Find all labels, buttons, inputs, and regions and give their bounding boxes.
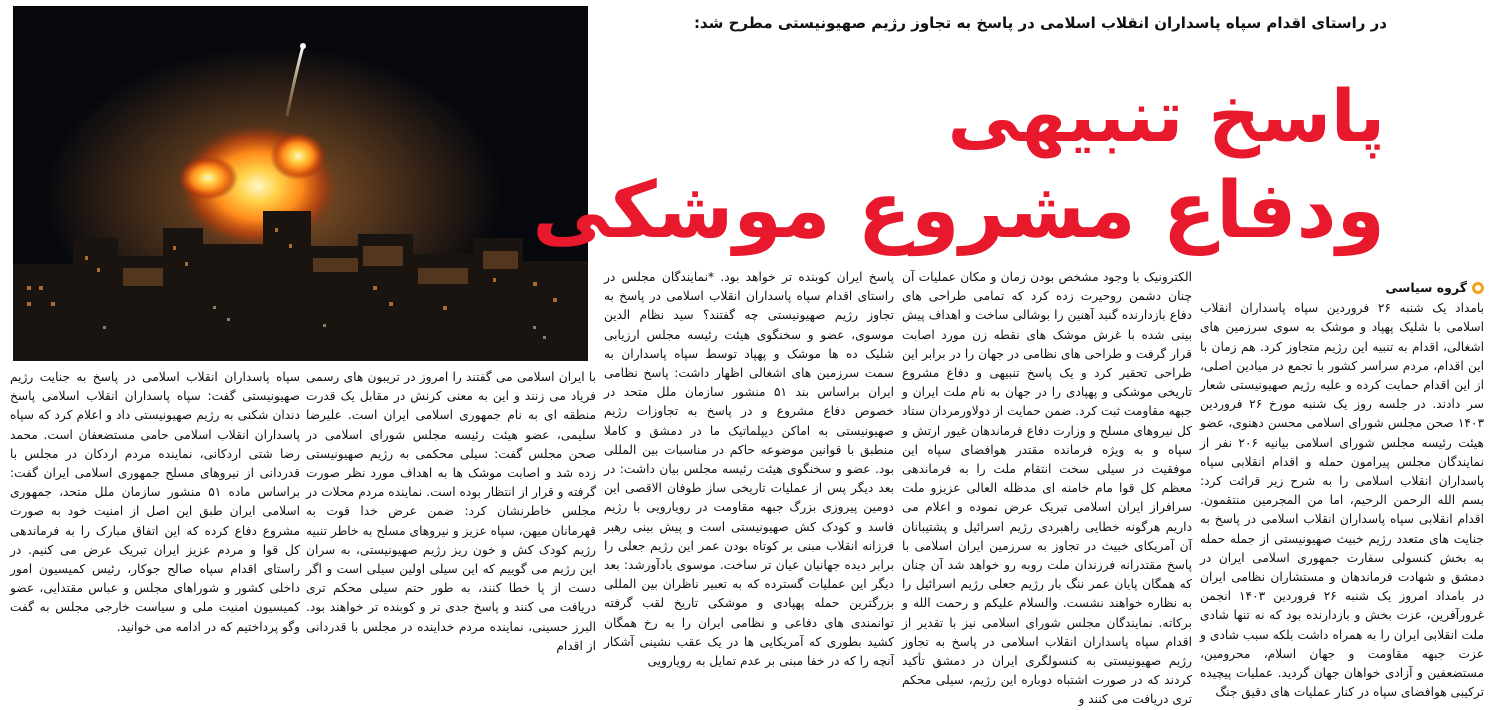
column-4-text: با ایران اسلامی می گفتند را امروز در تریبون های رسمی فریاد می زنند و این به معنی کرنش در مقابل یک قدرت منطقه ای به نام جمهوری اسلامی ایران است. علیرضا سلیمی، عضو هیئت رئیسه مجلس شورای اسلامی در صحن مجلس گفت: سیلی محکمی به رژیم صهیونیستی زده شد و اصابت موشک ها به اهداف مورد نظر صورت گرفته و قرار از انتظار بوده است. نماینده مردم محلات در مجلس خاطرنشان کرد: ضمن عرض خدا قوت به قهرمانان میهن، سپاه عزیز و نیروهای مسلح به خاطر تنبیه رژیم کودک کش و خون ریز رژیم صهیونیستی، به سران این رژیم می گوییم که این سیلی اولین سیلی است و اگر دست از پا خطا کنند، به طور حتم سیلی محکم تری دریافت می کنند و پاسخ جدی تر و کوبنده تر خواهند بود. البرز حسینی، نماینده مردم خداینده در مجلس با قدردانی از اقدام (306, 370, 596, 653)
column-5-text: سپاه پاسداران انقلاب اسلامی در پاسخ به جنایت رژیم صهیونیستی گفت: سپاه پاسداران انقلاب اسلامی پاسخ دندان شکنی به رژیم صهیونیستی داد و اعلام کرد که سپاه پاسداران انقلاب اسلامی حامی مستضعفان است. محمد رضا شتی اردکانی، نماینده مردم اردکان در مجلس با قدردانی از نیروهای مسلح جمهوری اسلامی ایران گفت: براساس ماده ۵۱ منشور سازمان ملل متحد، جمهوری اسلامی ایران طبق این اصل از امنیت خود به صورت مشروع دفاع کرده که این اتفاق مبارک را به فرماندهی کل قوا و مردم عزیز ایران تبریک عرض می کنیم. در راستای اقدام سپاه صالح جوکار، رئیس کمیسیون امور داخلی کشور و شوراهای مجلس و عباس مقتدایی، عضو کمیسیون امنیت ملی و سیاست خارجی مجلس به گفت وگو پرداختیم که در ادامه می خوانید. (10, 370, 301, 634)
night-city-explosion-image (13, 6, 588, 361)
article-column-5 (10, 368, 301, 634)
column-1-text: بامداد یک شنبه ۲۶ فروردین سپاه پاسداران انقلاب اسلامی با شلیک پهپاد و موشک به سوی سرزمین های اشغالی، اقدام به تنبیه این رژیم متجاوز کرد. هم زمان با این اقدام، مردم سراسر کشور با تجمع در میادین اصلی، از این اقدام حمایت کرده و علیه رژیم صهیونیستی شعار سر دادند. در جلسه روز یک شنبه مورخ ۲۶ فروردین ۱۴۰۳ صحن مجلس شورای اسلامی محسن دهنوی، عضو هیئت رئیسه مجلس شورای اسلامی بیانیه ۲۰۶ نفر از نمایندگان مجلس پیرامون حمله و اقدام انقلابی سپاه پاسداران انقلاب اسلامی را به شرح زیر قرائت کرد: بسم الله الرحمن الرحیم، اما من المجرمین منتقمون. اقدام انقلابی سپاه پاسداران انقلاب اسلامی در پاسخ به جنایت های متعدد رژیم خبیث صهیونیستی از جمله حمله به بخش کنسولی سفارت جمهوری اسلامی ایران در دمشق و شهادت فرماندهان و مستشاران نظامی ایران در بامداد امروز یک شنبه ۲۶ فروردین ۱۴۰۳ انجمن غرورآفرین، عزت بخش و بازدارنده بود که نه تنها شادی ملت انقلابی ایران را به همراه داشت بلکه سبب شادی و عزت جبهه مقاومت و جهان اسلام، محرومین، مستضعفین و آزادی خواهان جهان گردید. عملیات پیچیده ترکیبی هوافضای سپاه در کنار عملیات های دقیق جنگ (1200, 301, 1485, 700)
article-column-2 (902, 268, 1192, 707)
headline-line-2: ودفاع مشروع موشکی (532, 166, 1385, 256)
article-column-3 (604, 268, 894, 669)
news-photo-missile-strike (13, 6, 588, 361)
article-supertitle: در راستای اقدام سپاه پاسداران انقلاب اسلامی در پاسخ به تجاوز رژیم صهیونیستی مطرح شد: (693, 14, 1387, 32)
article-column-1 (1200, 278, 1485, 700)
service-bullet-icon (1472, 282, 1484, 294)
article-column-4 (306, 368, 596, 653)
headline-line-1: پاسخ تنبیهی (947, 74, 1385, 158)
service-label-text: گروه سیاسی (1385, 280, 1467, 295)
service-label (1200, 278, 1484, 297)
column-3-text: پاسخ ایران کوبنده تر خواهد بود. *نمایندگان مجلس در راستای اقدام سپاه پاسداران انقلاب اسلامی در پاسخ به تجاوز رژیم صهیونیستی چه گفتند؟ سید نظام الدین موسوی، عضو و سخنگوی هیئت رئیسه مجلس ارزیابی شلیک ده ها موشک و پهپاد توسط سپاه پاسداران به سمت سرزمین های اشغالی اظهار داشت: پاسخ نظامی ایران براساس بند ۵۱ منشور سازمان ملل متحد در خصوص دفاع مشروع و در پاسخ به تجاوزات رژیم صهیونیستی به اماکن دیپلماتیک ما در دمشق و کاملا منطبق با قوانین موضوعه حاکم در مناسبات بین المللی بود. عضو و سخنگوی هیئت رئیسه مجلس بیان داشت: در بعد دیگر پس از عملیات تاریخی ساز طوفان الاقصی این دومین پیروزی بزرگ جبهه مقاومت در رویارویی با رژیم فاسد و کودک کش صهیونیستی است و پیش بینی رهبر فرزانه انقلاب مبنی بر کوتاه بودن عمر این رژیم جعلی را برابر دیده جهانیان عیان تر ساخت. موسوی یادآورشد: بعد دیگر این عملیات گسترده که به تعبیر ناظران بین المللی بزرگترین حمله پهپادی و موشکی تاریخ لقب گرفته توانمندی های دفاعی و نظامی ایران را به رخ همگان کشید بطوری که آمریکایی ها در یک عقب نشینی آشکار آنچه را که در خفا مبنی بر عدم تمایل به رویارویی (604, 270, 894, 669)
column-2-text: الکترونیک با وجود مشخص بودن زمان و مکان عملیات آن چنان دشمن روحیرت زده کرد که تمامی طراحی های دفاع بازدارنده گنبد آهنین را بوشالی ساخت و اهداف پیش بینی شده با غرش موشک های نقطه زن مورد اصابت قرار گرفت و طراحی های نظامی در جهان را در برابر این طراحی تحقیر کرد و یک پاسخ تنبیهی و دفاع مشروع تاریخی موشکی و پهپادی را در جهان به نام ملت ایران و جبهه مقاومت ثبت کرد. ضمن حمایت از دولاورمردان ستاد کل نیروهای مسلح و وزارت دفاع فرماندهان غیور ارتش و سپاه و به ویژه فرمانده مقتدر هوافضای سپاه این موفقیت در سیلی سخت انتقام ملت را به فرماندهی معظم کل قوا مام خامنه ای مدظله العالی عزیزو ملت سرافراز ایران اسلامی تبریک عرض نموده و اعلام می داریم هرگونه خطایی راهبردی رژیم اسرائیل و پشتیبانان آن آمریکای خبیث در تجاوز به سرزمین ایران اسلامی با پاسخ مقتدرانه فرزندان ملت روبه رو خواهد شد آن چنان که همگان پایان عمر ننگ بار رژیم جعلی رژیم اسرائیل را به نظاره خواهند نشست. والسلام علیکم و رحمت الله و برکاته. نمایندگان مجلس شورای اسلامی نیز با تقدیر از اقدام سپاه پاسداران انقلاب اسلامی در پاسخ به تجاوز رژیم صهیونیستی به کنسولگری ایران در دمشق تأکید کردند که در صورت اشتباه دوباره این رژیم، سیلی محکم تری دریافت می کنند و (902, 270, 1192, 707)
